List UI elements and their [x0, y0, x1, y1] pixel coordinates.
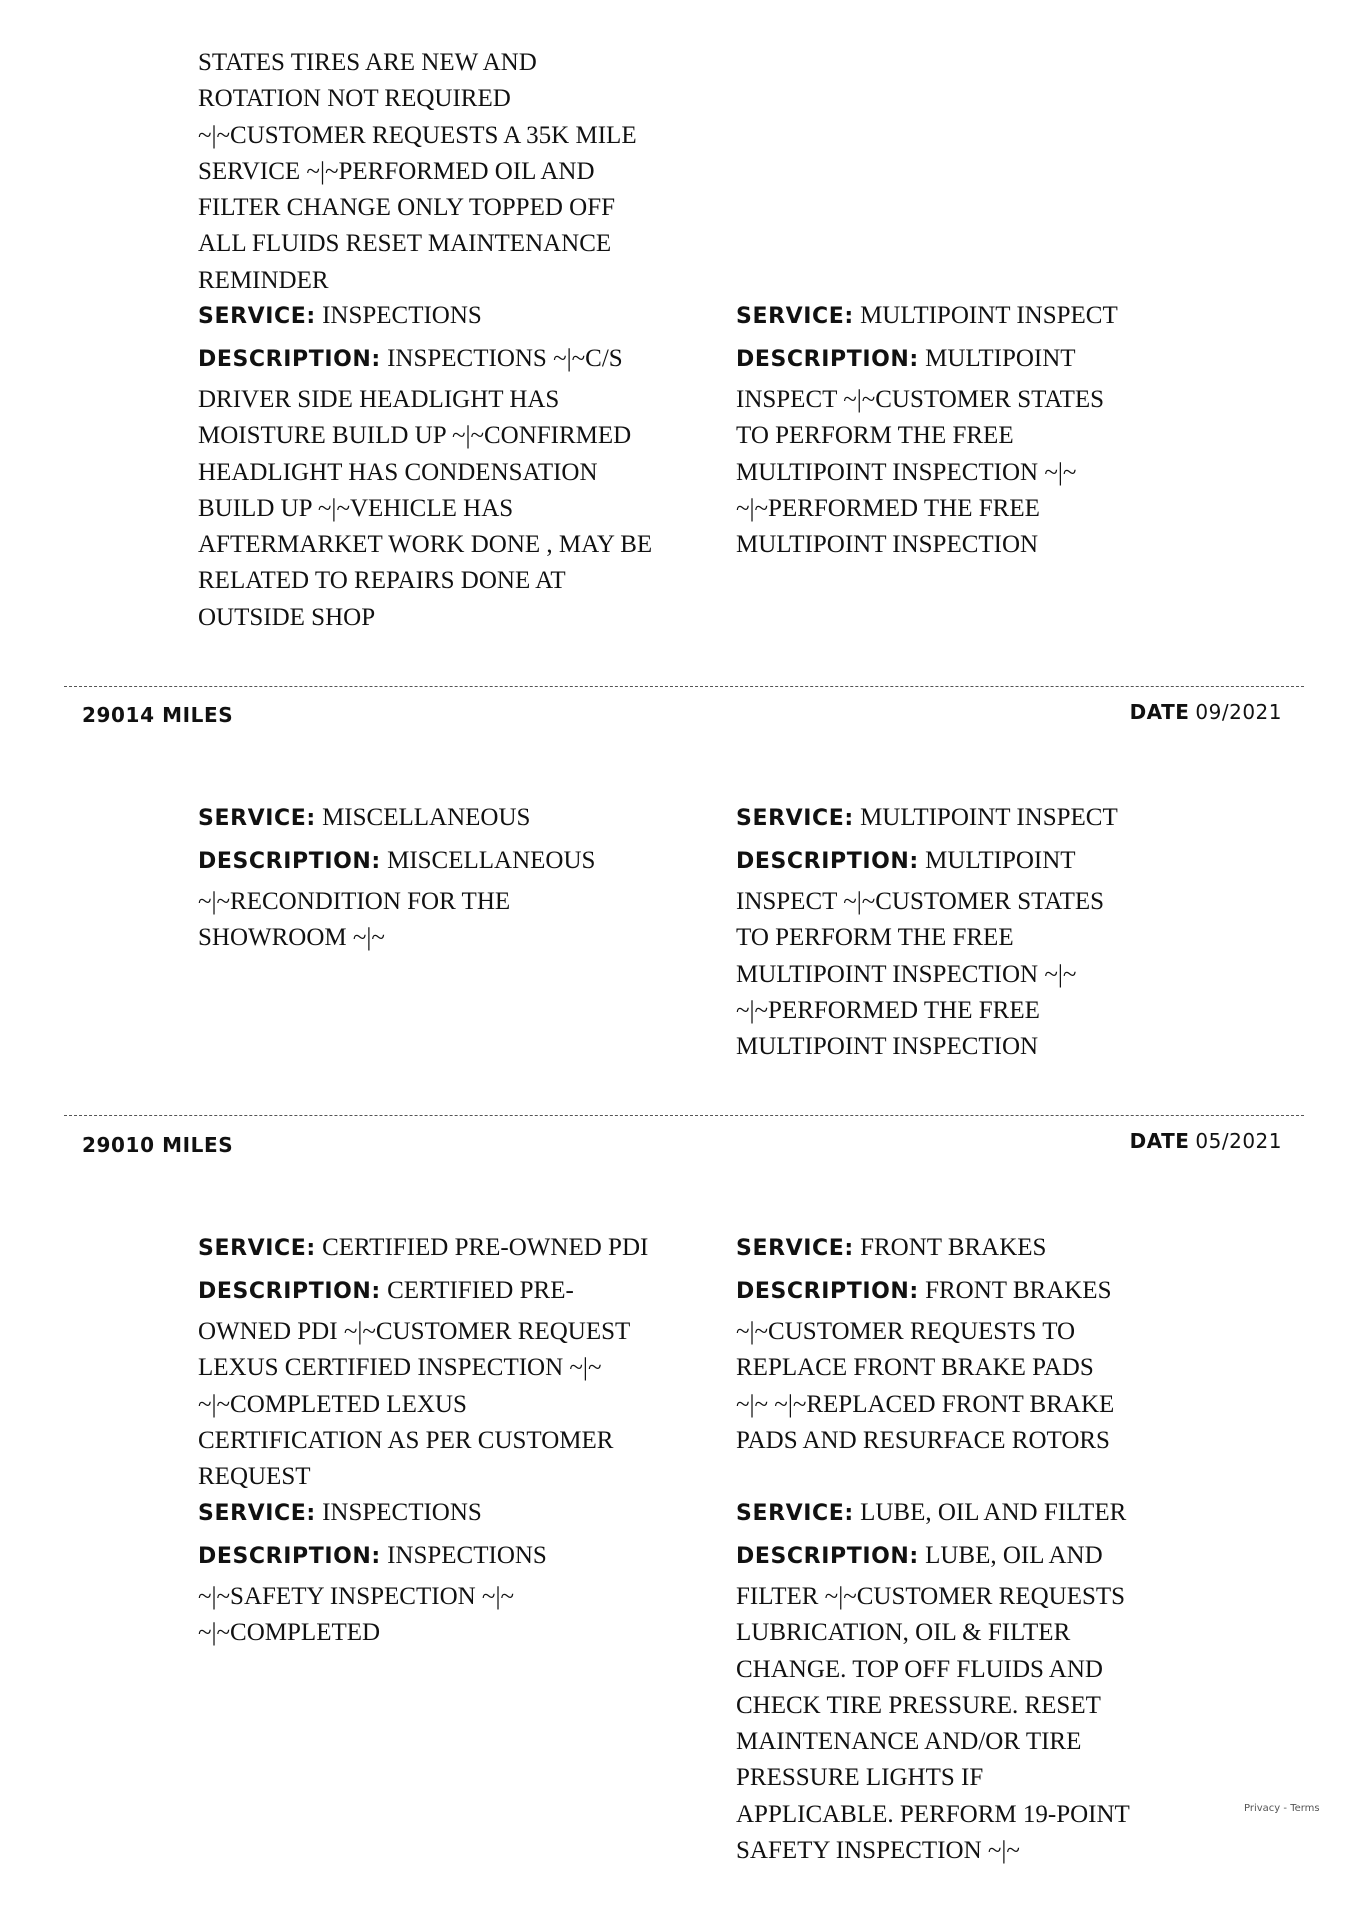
description-label: DESCRIPTION: — [736, 1544, 919, 1569]
notes-line: ~|~RECONDITION FOR THE — [198, 888, 511, 915]
notes-line: SERVICE ~|~PERFORMED OIL AND — [198, 157, 595, 185]
service-row — [736, 1230, 1206, 1266]
service-notes — [198, 884, 688, 957]
service-notes — [736, 1314, 1206, 1459]
service-value: MULTIPOINT INSPECT — [860, 804, 1118, 831]
notes-line: INSPECT ~|~CUSTOMER STATES — [736, 386, 1105, 413]
description-value: MISCELLANEOUS — [387, 847, 596, 874]
notes-line: CHECK TIRE PRESSURE. RESET — [736, 1691, 1101, 1719]
service-label: SERVICE: — [736, 304, 854, 329]
notes-line: ~|~CUSTOMER REQUESTS A 35K MILE — [198, 121, 637, 149]
link-separator: - — [1280, 1803, 1291, 1814]
record-date — [1130, 700, 1282, 724]
service-entry — [198, 1230, 688, 1495]
service-row — [198, 1495, 688, 1531]
notes-line: CERTIFICATION AS PER CUSTOMER — [198, 1426, 614, 1454]
description-value: MULTIPOINT — [925, 345, 1076, 372]
description-row — [198, 1538, 688, 1574]
terms-link[interactable]: Terms — [1290, 1803, 1320, 1814]
service-value: INSPECTIONS — [322, 1499, 482, 1526]
service-notes — [198, 1579, 688, 1652]
notes-line: MULTIPOINT INSPECTION ~|~ — [736, 458, 1077, 486]
notes-line: DRIVER SIDE HEADLIGHT HAS — [198, 386, 560, 413]
service-value: MISCELLANEOUS — [322, 804, 531, 831]
service-label: SERVICE: — [198, 1236, 316, 1261]
notes-line: ~|~CUSTOMER REQUESTS TO — [736, 1318, 1076, 1345]
notes-line: MAINTENANCE AND/OR TIRE — [736, 1728, 1082, 1756]
notes-line: ~|~ ~|~REPLACED FRONT BRAKE — [736, 1390, 1115, 1418]
service-row — [736, 298, 1206, 334]
service-entry — [736, 298, 1206, 563]
service-label: SERVICE: — [198, 806, 316, 831]
service-row — [736, 800, 1206, 836]
notes-line: ~|~PERFORMED THE FREE — [736, 996, 1040, 1024]
record-miles: 29010 MILES — [82, 1133, 234, 1157]
notes-line: ~|~COMPLETED — [198, 1619, 381, 1647]
notes-line: MULTIPOINT INSPECTION ~|~ — [736, 960, 1077, 988]
notes-line: BUILD UP ~|~VEHICLE HAS — [198, 494, 514, 522]
notes-line: REMINDER — [198, 266, 329, 294]
service-notes — [198, 1314, 688, 1495]
notes-line: RELATED TO REPAIRS DONE AT — [198, 567, 566, 595]
description-row — [736, 843, 1206, 879]
notes-line: PRESSURE LIGHTS IF — [736, 1764, 984, 1792]
record-divider — [64, 686, 1304, 687]
notes-line: LEXUS CERTIFIED INSPECTION ~|~ — [198, 1354, 602, 1382]
description-label: DESCRIPTION: — [198, 849, 381, 874]
record-miles: 29014 MILES — [82, 703, 234, 727]
service-notes — [736, 1579, 1206, 1869]
description-label: DESCRIPTION: — [736, 849, 919, 874]
service-entry — [736, 1495, 1206, 1869]
service-entry — [736, 1230, 1206, 1459]
service-value: INSPECTIONS — [322, 302, 482, 329]
notes-line: ROTATION NOT REQUIRED — [198, 85, 511, 113]
service-value: MULTIPOINT INSPECT — [860, 302, 1118, 329]
notes-line: CHANGE. TOP OFF FLUIDS AND — [736, 1655, 1103, 1683]
privacy-link[interactable]: Privacy — [1244, 1803, 1281, 1814]
notes-line: REQUEST — [198, 1463, 311, 1491]
description-value: CERTIFIED PRE- — [387, 1277, 574, 1304]
description-label: DESCRIPTION: — [198, 1544, 381, 1569]
date-value: 09/2021 — [1195, 700, 1282, 724]
service-label: SERVICE: — [198, 1501, 316, 1526]
service-value: CERTIFIED PRE-OWNED PDI — [322, 1234, 649, 1261]
notes-line: AFTERMARKET WORK DONE , MAY BE — [198, 531, 653, 559]
service-label: SERVICE: — [736, 1501, 854, 1526]
notes-line: ALL FLUIDS RESET MAINTENANCE — [198, 230, 612, 258]
date-value: 05/2021 — [1195, 1129, 1282, 1153]
notes-line: ~|~SAFETY INSPECTION ~|~ — [198, 1583, 514, 1610]
description-value: INSPECTIONS — [387, 1542, 547, 1569]
description-row — [736, 1273, 1206, 1309]
service-row — [198, 298, 688, 334]
carryover-notes — [198, 45, 688, 299]
description-row — [198, 1273, 688, 1309]
service-label: SERVICE: — [736, 1236, 854, 1261]
description-row — [198, 341, 688, 377]
service-row — [198, 1230, 688, 1266]
notes-line: OUTSIDE SHOP — [198, 603, 376, 631]
service-entry — [198, 800, 688, 957]
description-value: INSPECTIONS ~|~C/S — [387, 345, 623, 372]
notes-line: FILTER CHANGE ONLY TOPPED OFF — [198, 194, 616, 222]
description-label: DESCRIPTION: — [198, 347, 381, 372]
description-value: LUBE, OIL AND — [925, 1542, 1103, 1569]
notes-line: SAFETY INSPECTION ~|~ — [736, 1837, 1020, 1865]
description-row — [736, 1538, 1206, 1574]
notes-line: LUBRICATION, OIL & FILTER — [736, 1619, 1071, 1647]
notes-line: PADS AND RESURFACE ROTORS — [736, 1426, 1110, 1454]
description-label: DESCRIPTION: — [198, 1279, 381, 1304]
notes-line: SHOWROOM ~|~ — [198, 924, 385, 952]
notes-line: MULTIPOINT INSPECTION — [736, 531, 1039, 559]
service-notes — [736, 382, 1206, 563]
notes-line: ~|~PERFORMED THE FREE — [736, 494, 1040, 522]
notes-line: MULTIPOINT INSPECTION — [736, 1033, 1039, 1061]
date-label: DATE — [1129, 1129, 1190, 1153]
service-row — [198, 800, 688, 836]
service-row — [736, 1495, 1206, 1531]
notes-line: INSPECT ~|~CUSTOMER STATES — [736, 888, 1105, 915]
record-date — [1130, 1129, 1282, 1153]
notes-line: APPLICABLE. PERFORM 19-POINT — [736, 1800, 1130, 1828]
notes-line: ~|~COMPLETED LEXUS — [198, 1390, 467, 1418]
notes-line: OWNED PDI ~|~CUSTOMER REQUEST — [198, 1318, 631, 1345]
service-label: SERVICE: — [198, 304, 316, 329]
date-label: DATE — [1129, 700, 1190, 724]
service-value: FRONT BRAKES — [860, 1234, 1047, 1261]
notes-line: STATES TIRES ARE NEW AND — [198, 49, 537, 76]
description-label: DESCRIPTION: — [736, 347, 919, 372]
carryover-text — [198, 45, 688, 299]
service-notes — [198, 382, 688, 636]
notes-line: REPLACE FRONT BRAKE PADS — [736, 1354, 1094, 1382]
service-entry — [736, 800, 1206, 1065]
service-entry — [198, 298, 688, 636]
description-label: DESCRIPTION: — [736, 1279, 919, 1304]
service-value: LUBE, OIL AND FILTER — [860, 1499, 1127, 1526]
notes-line: HEADLIGHT HAS CONDENSATION — [198, 458, 598, 486]
notes-line: TO PERFORM THE FREE — [736, 422, 1014, 450]
footer-links — [1244, 1803, 1320, 1814]
description-row — [198, 843, 688, 879]
notes-line: TO PERFORM THE FREE — [736, 924, 1014, 952]
notes-line: FILTER ~|~CUSTOMER REQUESTS — [736, 1583, 1126, 1610]
service-notes — [736, 884, 1206, 1065]
description-value: FRONT BRAKES — [925, 1277, 1112, 1304]
description-row — [736, 341, 1206, 377]
service-label: SERVICE: — [736, 806, 854, 831]
description-value: MULTIPOINT — [925, 847, 1076, 874]
notes-line: MOISTURE BUILD UP ~|~CONFIRMED — [198, 422, 632, 450]
record-divider — [64, 1115, 1304, 1116]
service-entry — [198, 1495, 688, 1652]
